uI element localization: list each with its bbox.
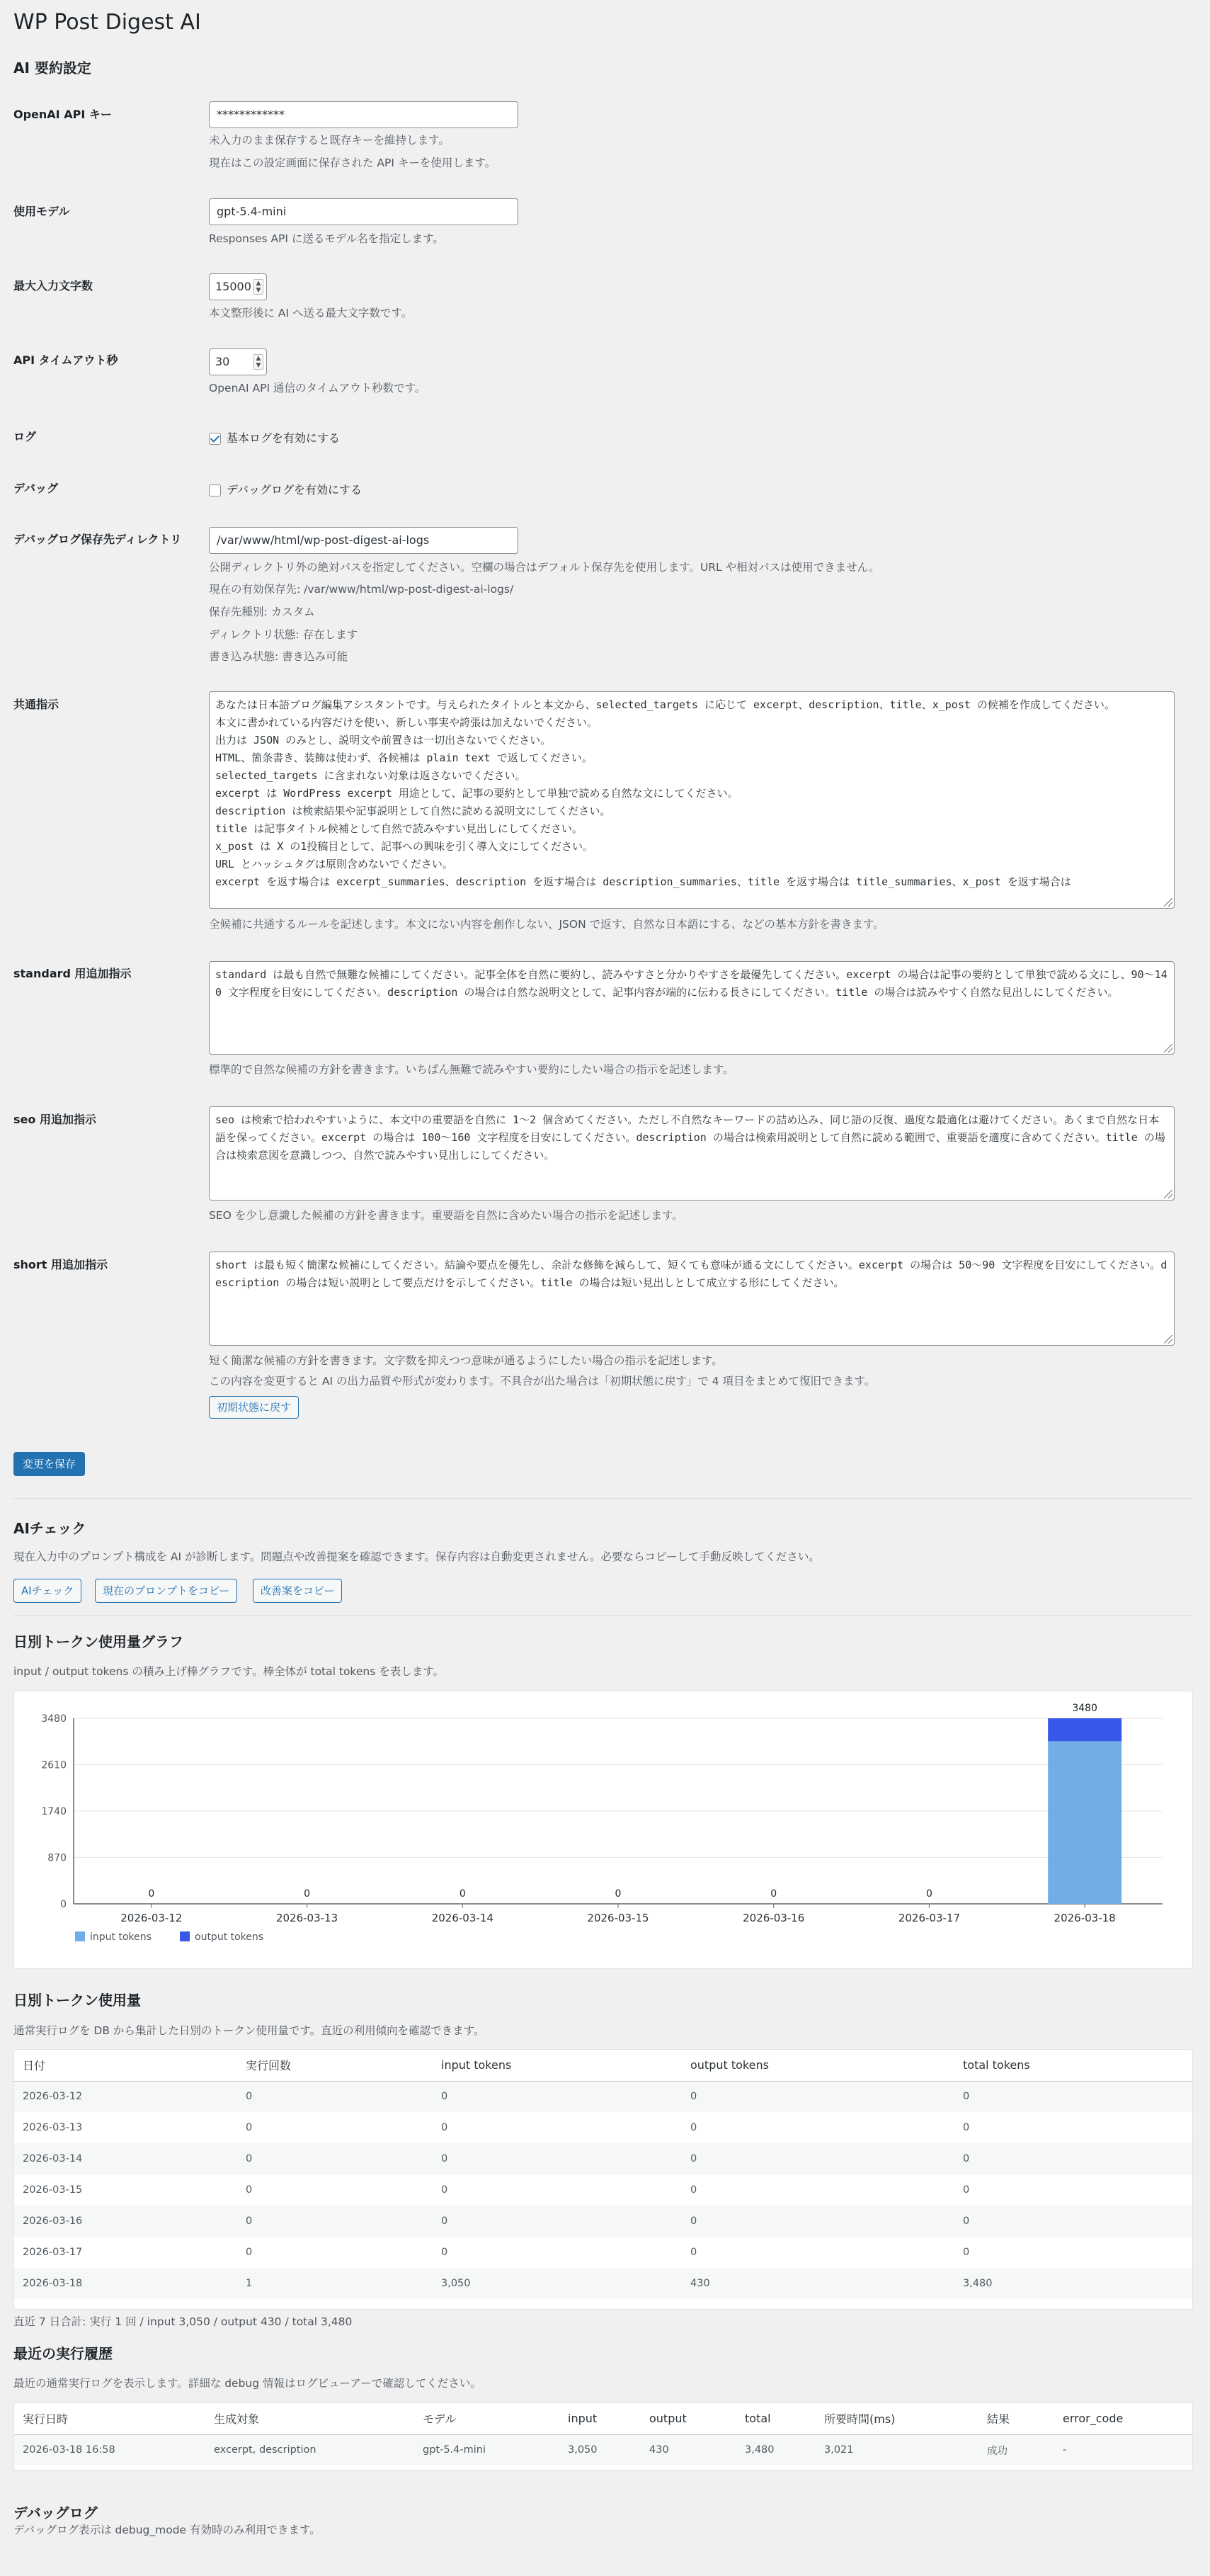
seo-help: SEO を少し意識した候補の方針を書きます。重要語を自然に含めたい場合の指示を記述します。 [209, 1209, 683, 1222]
column-header: 実行回数 [237, 2050, 433, 2081]
model-help: Responses API に送るモデル名を指定します。 [209, 232, 444, 245]
ai-check-button[interactable]: AIチェック [13, 1579, 81, 1603]
debug-dir-label: デバッグログ保存先ディレクトリ [13, 533, 182, 546]
divider [13, 1615, 1193, 1616]
debug-log-desc: デバッグログ表示は debug_mode 有効時のみ利用できます。 [13, 2524, 321, 2536]
spinner-icon[interactable]: ▲ ▼ [253, 279, 263, 295]
legend-swatch [75, 1931, 85, 1941]
debug-dir-help-5: 書き込み状態: 書き込み可能 [209, 650, 348, 663]
table-cell: 2026-03-18 [14, 2268, 237, 2299]
timeout-label: API タイムアウト秒 [13, 353, 118, 367]
seo-label: seo 用追加指示 [13, 1113, 96, 1126]
column-header: 実行日時 [14, 2403, 205, 2434]
api-key-help-1: 未入力のまま保存すると既存キーを維持します。 [209, 134, 450, 147]
common-line-4: selected_targets に含まれない対象は返さないでください。 [215, 769, 526, 782]
table-cell: 0 [682, 2143, 954, 2174]
api-key-help-2: 現在はこの設定画面に保存された API キーを使用します。 [209, 157, 496, 169]
debug-checkbox-label: デバッグログを有効にする [227, 483, 363, 497]
table-cell: 0 [246, 2122, 253, 2133]
column-header: 所要時間(ms) [816, 2403, 978, 2434]
common-help: 全候補に共通するルールを記述します。本文にない内容を創作しない、JSON で返す、自然な日本語にする、などの基本方針を書きます。 [209, 918, 884, 931]
table-cell: 0 [246, 2184, 253, 2196]
x-tick-label: 2026-03-15 [587, 1912, 649, 1924]
table-cell: 0 [963, 2184, 970, 2196]
table-cell: 2026-03-13 [23, 2122, 83, 2133]
data-label: 0 [615, 1888, 622, 1900]
short-help-2: この内容を変更すると AI の出力品質や形式が変わります。不具合が出た場合は「初期状態に戻す」で 4 項目をまとめて復旧できます。 [209, 1375, 876, 1388]
save-changes-button[interactable]: 変更を保存 [13, 1452, 85, 1476]
column-header: 日付 [14, 2050, 237, 2081]
token-table-summary: 直近 7 日合計: 実行 1 回 / input 3,050 / output 430 / total 3,480 [13, 2315, 353, 2328]
data-label: 3480 [1072, 1703, 1097, 1714]
api-key-input[interactable]: ************ [209, 101, 518, 128]
column-header: error_code [1054, 2403, 1192, 2434]
table-cell: 0 [690, 2247, 697, 2258]
ai-check-heading: AIチェック [13, 1520, 86, 1537]
timeout-input[interactable] [209, 348, 267, 375]
table-cell: 0 [433, 2206, 682, 2237]
ai-check-desc: 現在入力中のプロンプト構成を AI が診断します。問題点や改善提案を確認できます。保存内容は自動変更されません。必要ならコピーして手動反映してください。 [13, 1550, 820, 1563]
table-cell: 2026-03-16 [14, 2206, 237, 2237]
table-cell: 0 [954, 2081, 1192, 2112]
y-tick-label: 1740 [41, 1806, 67, 1817]
max-chars-input[interactable] [209, 273, 267, 300]
common-label: 共通指示 [13, 698, 59, 711]
column-header: input [559, 2403, 641, 2434]
token-table-panel [13, 2049, 1193, 2310]
table-row [14, 2206, 1192, 2237]
history-heading: 最近の実行履歴 [13, 2345, 113, 2362]
api-key-label: OpenAI API キー [13, 108, 112, 121]
seo-textarea[interactable] [209, 1106, 1175, 1201]
history-desc: 最近の通常実行ログを表示します。詳細な debug 情報はログビューアーで確認してください。 [13, 2377, 481, 2390]
debug-dir-help-4: ディレクトリ状態: 存在します [209, 628, 358, 641]
log-checkbox[interactable] [209, 433, 221, 445]
bar-output-tokens [1048, 1718, 1121, 1741]
standard-help: 標準的で自然な候補の方針を書きます。いちばん無難で読みやすい要約にしたい場合の指示を記述します。 [209, 1063, 734, 1076]
table-cell: 2026-03-14 [14, 2143, 237, 2174]
table-cell: 0 [441, 2247, 448, 2258]
table-cell: 0 [682, 2081, 954, 2112]
debug-dir-help-3: 保存先種別: カスタム [209, 606, 315, 618]
common-instructions-textarea[interactable] [209, 691, 1175, 909]
log-label: ログ [13, 430, 37, 443]
reset-defaults-button[interactable]: 初期状態に戻す [209, 1396, 299, 1419]
table-row [14, 2174, 1192, 2206]
column-header: total tokens [954, 2050, 1192, 2081]
model-input[interactable]: gpt-5.4-mini [209, 198, 518, 225]
table-cell: 430 [682, 2268, 954, 2299]
column-header: 結果 [978, 2403, 1054, 2434]
max-chars-label: 最大入力文字数 [13, 279, 93, 293]
table-row [14, 2081, 1192, 2112]
data-label: 0 [304, 1888, 311, 1900]
common-line-3: HTML、箇条書き、装飾は使わず、各候補は plain text で返してください。 [215, 751, 593, 764]
x-tick-label: 2026-03-16 [743, 1912, 805, 1924]
debug-dir-help-2: 現在の有効保存先: /var/www/html/wp-post-digest-ai-logs/ [209, 583, 514, 596]
y-tick-label: 0 [60, 1899, 67, 1910]
column-header: total [736, 2403, 816, 2434]
history-table-header [14, 2403, 1192, 2434]
table-cell: 2026-03-17 [23, 2247, 83, 2258]
timeout-help: OpenAI API 通信のタイムアウト秒数です。 [209, 382, 426, 395]
resize-handle-icon[interactable] [1164, 1335, 1172, 1344]
debug-checkbox[interactable] [209, 484, 221, 497]
table-cell: 0 [441, 2184, 448, 2196]
history-table [14, 2403, 1192, 2466]
max-chars-help: 本文整形後に AI へ送る最大文字数です。 [209, 307, 413, 319]
table-cell: 0 [963, 2247, 970, 2258]
token-chart [14, 1691, 1192, 1968]
table-cell: 0 [441, 2122, 448, 2133]
table-row [14, 2237, 1192, 2268]
resize-handle-icon[interactable] [1164, 1190, 1172, 1198]
x-tick-label: 2026-03-17 [898, 1912, 961, 1924]
x-tick-label: 2026-03-12 [120, 1912, 183, 1924]
copy-prompt-button[interactable]: 現在のプロンプトをコピー [95, 1579, 237, 1603]
copy-suggestion-button[interactable]: 改善案をコピー [253, 1579, 342, 1603]
token-table-desc: 通常実行ログを DB から集計した日別のトークン使用量です。直近の利用傾向を確認できます。 [13, 2024, 485, 2037]
common-line-8: x_post は X の1投稿目として、記事への興味を引く導入文にしてください。 [215, 840, 594, 853]
standard-text: standard は最も自然で無難な候補にしてください。記事全体を自然に要約し、読みやすさと分かりやすさを最優先してください。excerpt の場合は記事の要約として単独で読める文にし、90〜140 文字程度を目安にしてください。description の場合は自然な説明文として、記事内容が端的に伝わる長さにしてください。title の場合は読みやすく自然な見出しにしてください。 [215, 968, 1168, 999]
max-chars-value: 15000 [215, 280, 251, 293]
token-table [14, 2050, 1192, 2299]
seo-text: seo は検索で拾われやすいように、本文中の重要語を自然に 1〜2 個含めてください。ただし不自然なキーワードの詰め込み、同じ語の反復、過度な最適化は避けてください。あくまで自然な日本語を保ってください。excerpt の場合は 100〜160 文字程度を目安にしてください。description の場合は検索用説明として自然に読める範囲で、重要語を適度に含めてください。title の場合は検索意図を意識しつつ、自然で読みやすい見出しにしてください。 [215, 1113, 1165, 1162]
table-cell: 0 [433, 2081, 682, 2112]
x-tick-label: 2026-03-14 [431, 1912, 493, 1924]
common-line-10: excerpt を返す場合は excerpt_summaries、description を返す場合は description_summaries、title を返す場合は title_summaries、x_post を返す場合は [215, 875, 1071, 888]
table-cell: 0 [682, 2206, 954, 2237]
short-help-1: 短く簡潔な候補の方針を書きます。文字数を抑えつつ意味が通るようにしたい場合の指示を記述します。 [209, 1354, 723, 1367]
table-cell: 3,050 [559, 2434, 641, 2466]
common-line-5: excerpt は WordPress excerpt 用途として、記事の要約として単独で読める自然な文にしてください。 [215, 787, 738, 800]
standard-label: standard 用追加指示 [13, 967, 132, 980]
table-cell: 3,480 [954, 2268, 1192, 2299]
short-textarea[interactable] [209, 1252, 1175, 1346]
token-chart-desc: input / output tokens の積み上げ棒グラフです。棒全体が total tokens を表します。 [13, 1665, 444, 1678]
debug-label: デバッグ [13, 482, 59, 495]
short-label: short 用追加指示 [13, 1258, 108, 1271]
debug-dir-input[interactable]: /var/www/html/wp-post-digest-ai-logs [209, 527, 518, 554]
ai-settings-heading: AI 要約設定 [13, 59, 91, 76]
table-cell: 3,050 [433, 2268, 682, 2299]
bar-input-tokens [1048, 1741, 1121, 1904]
legend-label: input tokens [90, 1931, 152, 1943]
table-cell: 3,021 [816, 2434, 978, 2466]
token-table-header [14, 2050, 1192, 2081]
timeout-value: 30 [215, 355, 230, 368]
table-cell: 0 [690, 2184, 697, 2196]
short-text: short は最も短く簡潔な候補にしてください。結論や要点を優先し、余計な修飾を減らして、短くても意味が通る文にしてください。excerpt の場合は 50〜90 文字程度を目安にしてください。description の場合は短い説明として要点だけを示してください。title の場合は短い見出しとして成立する形にしてください。 [215, 1259, 1168, 1289]
history-table-panel [13, 2402, 1193, 2470]
spinner-icon[interactable]: ▲ ▼ [253, 354, 263, 370]
common-line-0: あなたは日本語ブログ編集アシスタントです。与えられたタイトルと本文から、selected_targets に応じて excerpt、description、title、x_post の候補を作成してください。 [215, 698, 1115, 711]
table-row [14, 2434, 1192, 2466]
debug-dir-help-1: 公開ディレクトリ外の絶対パスを指定してください。空欄の場合はデフォルト保存先を使用します。URL や相対パスは使用できません。 [209, 561, 880, 574]
data-label: 0 [148, 1888, 155, 1900]
resize-handle-icon[interactable] [1164, 898, 1172, 907]
legend-label: output tokens [195, 1931, 264, 1943]
standard-textarea[interactable] [209, 961, 1175, 1055]
column-header: output tokens [682, 2050, 954, 2081]
debug-log-heading: デバッグログ [13, 2504, 98, 2521]
table-row [14, 2112, 1192, 2143]
table-cell: 0 [237, 2143, 433, 2174]
data-label: 0 [459, 1888, 466, 1900]
debug-checkbox-row[interactable] [209, 482, 362, 498]
token-chart-panel [13, 1691, 1193, 1969]
column-header: 生成対象 [205, 2403, 414, 2434]
common-line-6: description は検索結果や記事説明として自然に読める説明文にしてください。 [215, 805, 611, 817]
table-cell: 0 [954, 2206, 1192, 2237]
table-row [14, 2143, 1192, 2174]
log-checkbox-row[interactable] [209, 431, 340, 446]
table-cell: 2026-03-18 16:58 [14, 2434, 205, 2466]
y-tick-label: 2610 [41, 1759, 67, 1771]
column-header: input tokens [433, 2050, 682, 2081]
legend-swatch [180, 1931, 190, 1941]
table-cell: 3,480 [736, 2434, 816, 2466]
table-cell: 0 [954, 2143, 1192, 2174]
y-tick-label: 3480 [41, 1713, 67, 1725]
table-cell: 0 [237, 2081, 433, 2112]
common-line-9: URL とハッシュタグは原則含めないでください。 [215, 858, 453, 870]
column-header: output [641, 2403, 736, 2434]
table-cell: 0 [237, 2206, 433, 2237]
table-cell: gpt-5.4-mini [414, 2434, 559, 2466]
table-cell: 0 [246, 2247, 253, 2258]
table-cell: 0 [690, 2122, 697, 2133]
token-table-heading: 日別トークン使用量 [13, 1992, 141, 2009]
table-cell: 0 [963, 2122, 970, 2133]
token-chart-heading: 日別トークン使用量グラフ [13, 1633, 183, 1650]
table-cell: 1 [237, 2268, 433, 2299]
table-cell: 成功 [978, 2434, 1054, 2466]
log-checkbox-label: 基本ログを有効にする [227, 431, 341, 445]
divider [13, 1498, 1193, 1499]
x-tick-label: 2026-03-13 [275, 1912, 338, 1924]
model-label: 使用モデル [13, 205, 70, 218]
table-cell: 430 [641, 2434, 736, 2466]
common-line-1: 本文に書かれている内容だけを使い、新しい事実や誇張は加えないでください。 [215, 716, 598, 729]
column-header: モデル [414, 2403, 559, 2434]
data-label: 0 [770, 1888, 777, 1900]
data-label: 0 [925, 1888, 932, 1900]
y-tick-label: 870 [47, 1852, 67, 1864]
common-line-7: title は記事タイトル候補として自然で読みやすい見出しにしてください。 [215, 822, 583, 835]
common-line-2: 出力は JSON のみとし、説明文や前置きは一切出さないでください。 [215, 734, 552, 747]
table-cell: 2026-03-15 [23, 2184, 83, 2196]
table-cell: 2026-03-12 [14, 2081, 237, 2112]
resize-handle-icon[interactable] [1164, 1044, 1172, 1052]
page-title: WP Post Digest AI [13, 10, 201, 35]
table-cell: - [1054, 2434, 1192, 2466]
x-tick-label: 2026-03-18 [1054, 1912, 1116, 1924]
table-cell: excerpt, description [205, 2434, 414, 2466]
table-cell: 0 [433, 2143, 682, 2174]
table-row [14, 2268, 1192, 2299]
